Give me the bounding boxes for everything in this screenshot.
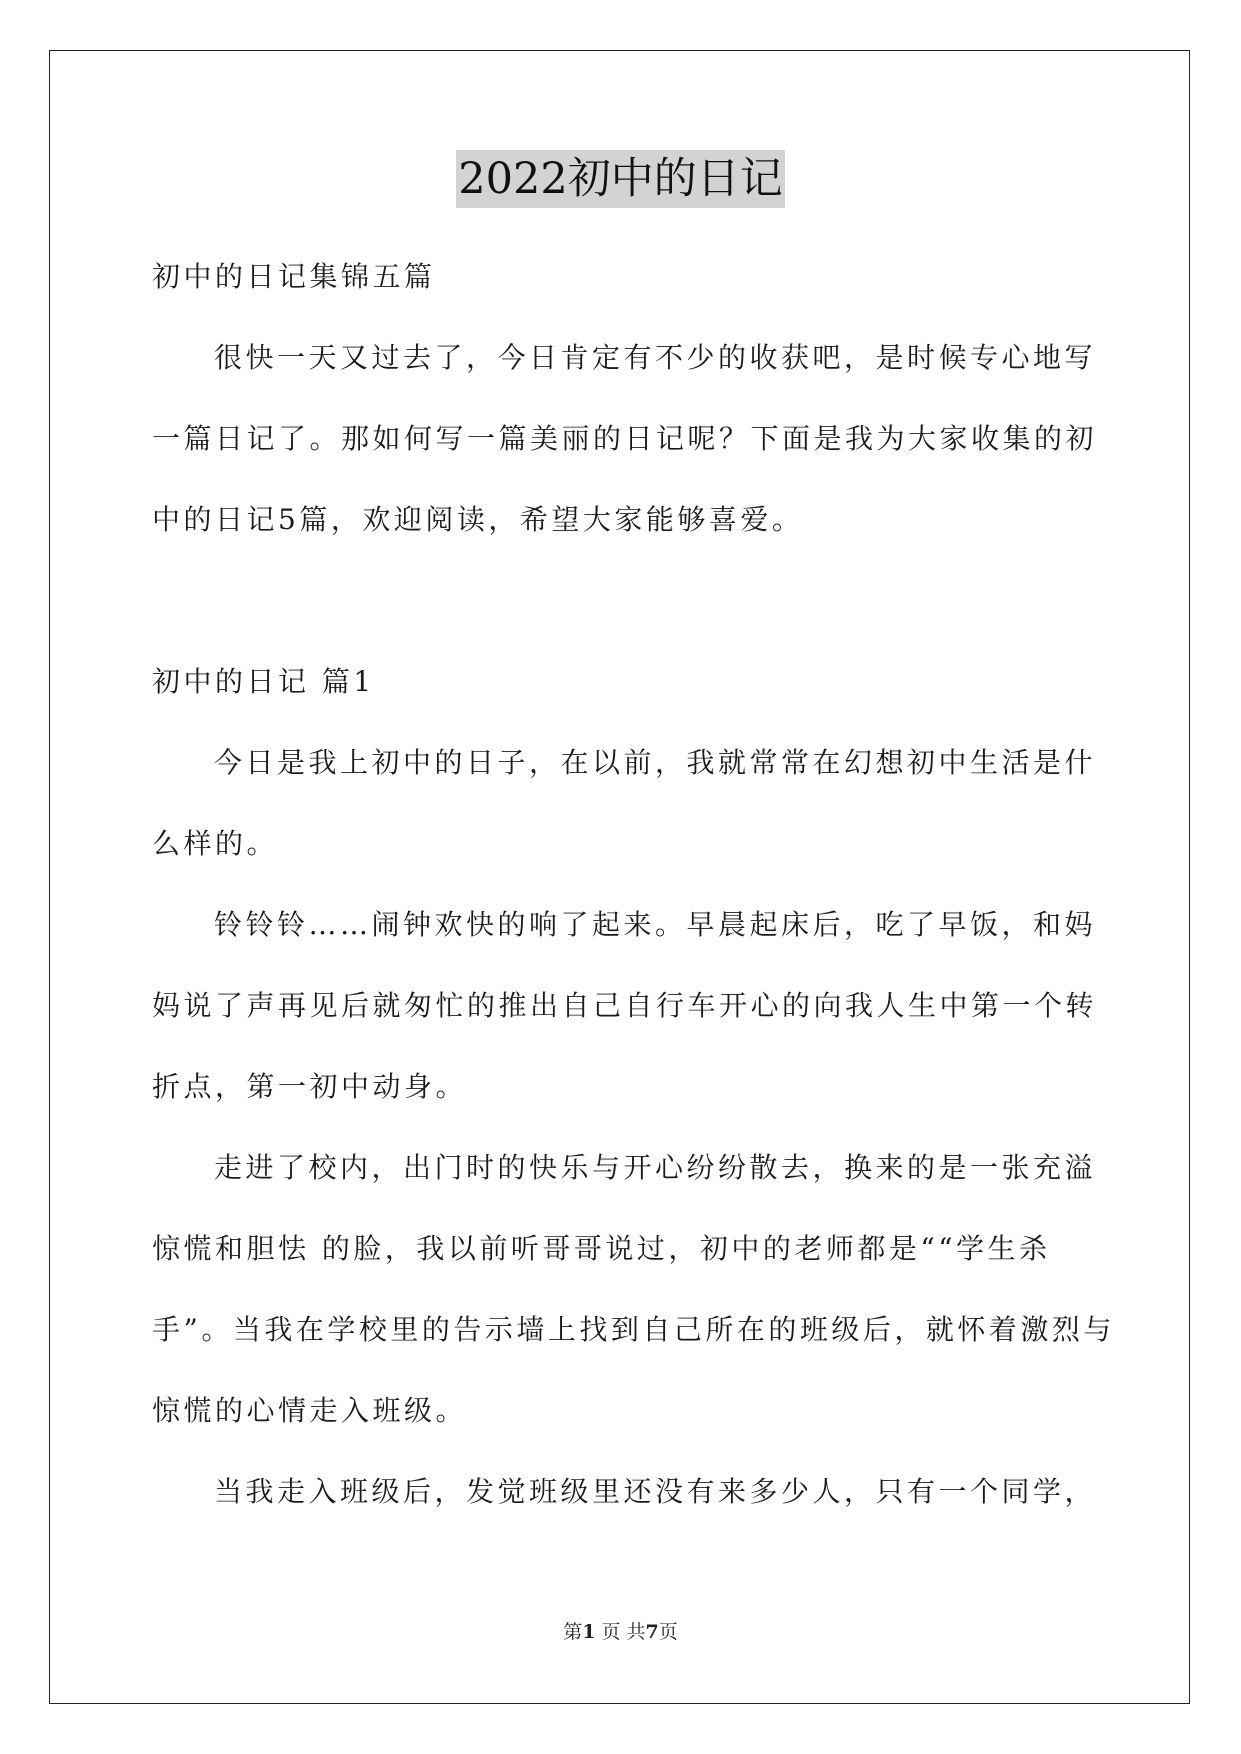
paragraph-line: 惊慌的心情走入班级。 <box>152 1394 468 1427</box>
footer-suffix: 页 <box>658 1621 678 1643</box>
paragraph-line: 铃铃铃……闹钟欢快的响了起来。早晨起床后，吃了早饭，和妈 <box>214 908 1097 941</box>
paragraph <box>152 884 1098 1127</box>
intro-line: 很快一天又过去了，今日肯定有不少的收获吧，是时候专心地写 <box>214 341 1097 374</box>
paragraph <box>152 722 1098 884</box>
spacer <box>152 560 1098 641</box>
footer-mid: 页 共 <box>601 1621 646 1643</box>
paragraph-line: 手”。当我在学校里的告示墙上找到自己所在的班级后，就怀着激烈与 <box>152 1313 1115 1346</box>
paragraph-line: 走进了校内，出门时的快乐与开心纷纷散去，换来的是一张充溢 <box>214 1151 1097 1184</box>
intro-line: 中的日记5篇，欢迎阅读，希望大家能够喜爱。 <box>152 503 804 536</box>
paragraph-line: 惊慌和胆怯 的脸，我以前听哥哥说过，初中的老师都是““学生杀 <box>152 1232 1051 1265</box>
total-pages-number: 7 <box>645 1621 659 1643</box>
paragraph-line: 么样的。 <box>152 827 279 860</box>
current-page-number: 1 <box>582 1621 596 1643</box>
intro-paragraph <box>152 317 1098 560</box>
paragraph <box>152 1451 1098 1532</box>
intro-line: 一篇日记了。那如何写一篇美丽的日记呢？下面是我为大家收集的初 <box>152 422 1098 455</box>
paragraph-line: 今日是我上初中的日子，在以前，我就常常在幻想初中生活是什 <box>214 746 1097 779</box>
section-heading: 初中的日记 篇1 <box>152 665 375 698</box>
paragraph-line: 折点，第一初中动身。 <box>152 1070 468 1103</box>
paragraph-line: 妈说了声再见后就匆忙的推出自己自行车开心的向我人生中第一个转 <box>152 989 1098 1022</box>
footer-prefix: 第 <box>563 1621 583 1643</box>
document-title: 2022初中的日记 <box>456 150 784 208</box>
paragraph <box>152 1127 1115 1451</box>
title-container <box>0 150 1241 208</box>
paragraph-line: 当我走入班级后，发觉班级里还没有来多少人，只有一个同学， <box>214 1475 1097 1508</box>
document-body <box>152 236 1115 1532</box>
subtitle: 初中的日记集锦五篇 <box>152 260 436 293</box>
page-footer <box>0 1617 1241 1644</box>
